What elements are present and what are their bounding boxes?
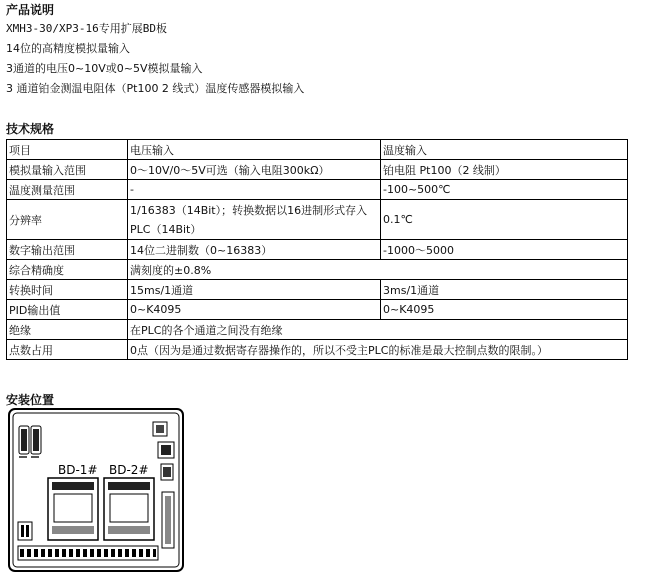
cell-temperature: -1000～5000 [381,240,628,260]
cell-item: 温度测量范围 [7,180,128,200]
header-temperature: 温度输入 [381,140,628,160]
cell-item: 转换时间 [7,280,128,300]
table-row [7,240,628,260]
cell-item: 绝缘 [7,320,128,340]
cell-voltage: 0～10V/0～5V可选（输入电阻300kΩ） [128,160,381,180]
table-row [7,340,628,360]
cell-item: 综合精确度 [7,260,128,280]
spec-heading: 技术规格 [6,122,55,136]
bd1-slot [48,478,98,540]
bd1-label: BD-1# [58,463,98,477]
cell-voltage: - [128,180,381,200]
cell-merged: 0点（因为是通过数据寄存器操作的，所以不受主PLC的标准是最大控制点数的限制。） [128,340,628,360]
cell-voltage: 14位二进制数（0~16383） [128,240,381,260]
install-heading: 安装位置 [6,393,55,407]
product-line-model: XMH3-30/XP3-16专用扩展BD板 [6,22,167,35]
cell-item: 分辨率 [7,200,128,240]
spec-table [6,139,628,360]
product-line-voltage: 3通道的电压0~10V或0~5V模拟量输入 [6,62,203,75]
bd2-slot [104,478,154,540]
table-row [7,180,628,200]
cell-voltage: 0~K4095 [128,300,381,320]
plc-device-illustration [8,408,184,572]
header-item: 项目 [7,140,128,160]
cell-temperature: 3ms/1通道 [381,280,628,300]
cell-temperature: 铂电阻 Pt100（2 线制） [381,160,628,180]
header-voltage: 电压输入 [128,140,381,160]
product-line-precision: 14位的高精度模拟量输入 [6,42,130,55]
table-row [7,280,628,300]
terminal-strip [18,546,158,560]
cell-item: 数字输出范围 [7,240,128,260]
bd2-label: BD-2# [109,463,149,477]
cell-merged: 在PLC的各个通道之间没有绝缘 [128,320,628,340]
cell-merged: 满刻度的±0.8% [128,260,628,280]
table-row [7,160,628,180]
cell-item: PID输出值 [7,300,128,320]
cell-temperature: 0.1℃ [381,200,628,240]
product-heading: 产品说明 [6,3,55,17]
table-row [7,200,628,240]
table-row [7,320,628,340]
cell-item: 模拟量输入范围 [7,160,128,180]
product-line-temperature: 3 通道铂金测温电阻体（Pt100 2 线式）温度传感器模拟输入 [6,82,305,95]
cell-voltage: 1/16383（14Bit）；转换数据以16进制形式存入PLC（14Bit） [128,200,381,240]
table-row [7,260,628,280]
table-header-row [7,140,628,160]
cell-temperature: -100~500℃ [381,180,628,200]
cell-temperature: 0~K4095 [381,300,628,320]
cell-item: 点数占用 [7,340,128,360]
cell-voltage: 15ms/1通道 [128,280,381,300]
table-row [7,300,628,320]
dip-switch-icon [18,522,32,540]
